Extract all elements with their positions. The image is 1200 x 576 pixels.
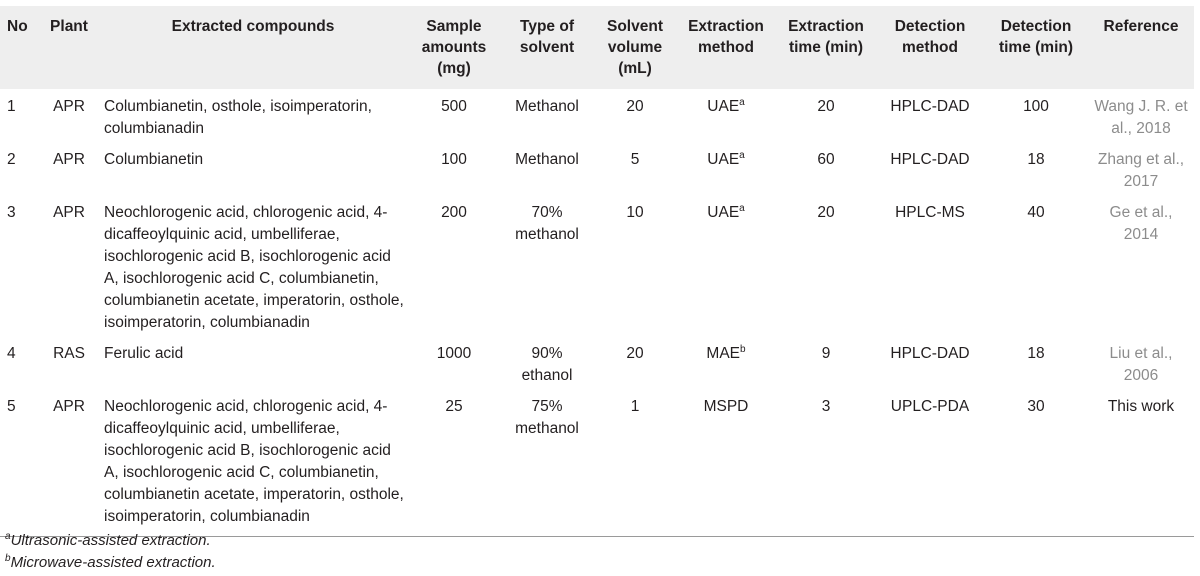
table-row bbox=[0, 197, 1194, 338]
cell-no: 3 bbox=[7, 204, 16, 221]
cell-solvent-type: Methanol bbox=[515, 98, 579, 115]
cell-no: 2 bbox=[7, 151, 16, 168]
cell-extraction-method bbox=[676, 338, 776, 391]
cell-solvent-type: Methanol bbox=[515, 151, 579, 168]
cell-no: 5 bbox=[7, 398, 16, 415]
cell-compounds: Ferulic acid bbox=[104, 345, 184, 362]
footnote-mark: a bbox=[739, 150, 745, 161]
cell-extraction-time: 20 bbox=[817, 204, 835, 221]
cell-detection-method: UPLC-PDA bbox=[890, 398, 970, 415]
cell-no: 1 bbox=[7, 98, 16, 115]
cell-solvent-type: 70% methanol bbox=[515, 204, 579, 243]
cell-sample-amounts: 500 bbox=[441, 98, 467, 115]
table-row bbox=[0, 391, 1194, 537]
cell-plant: APR bbox=[53, 98, 85, 115]
cell-compounds: Neochlorogenic acid, chlorogenic acid, 4-dicaffeoylquinic acid, umbelliferae, isochlorogenic acid B, isochlorogenic acid A, isochlorogenic acid C, columbianetin, columbianetin acetate, imperatorin, osthole, isoimperatorin, columbianadin bbox=[104, 204, 404, 331]
cell-sample-amounts: 200 bbox=[441, 204, 467, 221]
footnote-b bbox=[5, 552, 216, 574]
cell-solvent-volume: 10 bbox=[626, 204, 644, 221]
footnote-mark: a bbox=[739, 203, 745, 214]
footnote-a bbox=[5, 530, 216, 552]
cell-extraction-method bbox=[676, 391, 776, 537]
header-plant: Plant bbox=[50, 18, 88, 35]
cell-reference-link[interactable]: Liu et al., 2006 bbox=[1109, 345, 1173, 384]
cell-extraction-method bbox=[676, 89, 776, 144]
header-no: No bbox=[7, 18, 28, 35]
footnote-mark: a bbox=[739, 97, 745, 108]
cell-reference: This work bbox=[1107, 398, 1175, 415]
footnote-mark: b bbox=[740, 344, 746, 355]
cell-extraction-method bbox=[676, 144, 776, 197]
cell-solvent-type: 75% methanol bbox=[515, 398, 579, 437]
header-detection-method: Detection method bbox=[894, 18, 966, 56]
cell-reference-link[interactable]: Ge et al., 2014 bbox=[1109, 204, 1173, 243]
cell-solvent-type: 90% ethanol bbox=[521, 345, 573, 384]
cell-plant: APR bbox=[53, 398, 85, 415]
cell-detection-method: HPLC-DAD bbox=[890, 98, 970, 115]
cell-extraction-time: 9 bbox=[821, 345, 831, 362]
header-extraction-method: Extraction method bbox=[688, 18, 764, 56]
cell-detection-time: 18 bbox=[1027, 345, 1045, 362]
table-header bbox=[0, 6, 1194, 89]
cell-detection-time: 18 bbox=[1027, 151, 1045, 168]
cell-solvent-volume: 20 bbox=[626, 98, 644, 115]
table-row bbox=[0, 89, 1194, 144]
footnote-b-mark: b bbox=[5, 553, 11, 564]
cell-no: 4 bbox=[7, 345, 16, 362]
header-extraction-time: Extraction time (min) bbox=[788, 18, 864, 56]
cell-compounds: Neochlorogenic acid, chlorogenic acid, 4-dicaffeoylquinic acid, umbelliferae, isochlorogenic acid B, isochlorogenic acid A, isochlorogenic acid C, columbianetin, columbianetin acetate, imperatorin, osthole, isoimperatorin, columbianadin bbox=[104, 398, 404, 525]
footnote-a-mark: a bbox=[5, 531, 11, 542]
cell-detection-time: 30 bbox=[1027, 398, 1045, 415]
cell-plant: RAS bbox=[53, 345, 85, 362]
cell-detection-method: HPLC-DAD bbox=[890, 345, 970, 362]
cell-reference-link[interactable]: Zhang et al., 2017 bbox=[1097, 151, 1185, 190]
table-row bbox=[0, 338, 1194, 391]
cell-detection-method: HPLC-MS bbox=[895, 204, 965, 221]
cell-solvent-volume: 1 bbox=[630, 398, 640, 415]
cell-detection-time: 100 bbox=[1023, 98, 1049, 115]
extraction-method-text: MSPD bbox=[703, 398, 749, 415]
cell-reference-link[interactable]: Wang J. R. et al., 2018 bbox=[1094, 98, 1188, 137]
header-row bbox=[0, 6, 1194, 89]
cell-extraction-time: 60 bbox=[817, 151, 835, 168]
extraction-method-text: UAE bbox=[707, 98, 740, 115]
extraction-method-text: UAE bbox=[707, 151, 740, 168]
cell-detection-time: 40 bbox=[1027, 204, 1045, 221]
table-footnotes bbox=[5, 530, 216, 574]
cell-compounds: Columbianetin bbox=[104, 151, 204, 168]
footnote-a-text: Ultrasonic-assisted extraction. bbox=[10, 532, 211, 549]
table-body bbox=[0, 89, 1194, 537]
cell-sample-amounts: 1000 bbox=[436, 345, 472, 362]
cell-detection-method: HPLC-DAD bbox=[890, 151, 970, 168]
extraction-method-text: MAE bbox=[706, 345, 741, 362]
cell-sample-amounts: 100 bbox=[441, 151, 467, 168]
cell-extraction-time: 20 bbox=[817, 98, 835, 115]
header-compounds: Extracted compounds bbox=[171, 18, 335, 35]
header-detection-time: Detection time (min) bbox=[998, 18, 1074, 56]
header-sample-amounts: Sample amounts (mg) bbox=[421, 18, 487, 77]
cell-compounds: Columbianetin, osthole, isoimperatorin, columbianadin bbox=[104, 98, 372, 137]
extraction-method-text: UAE bbox=[707, 204, 740, 221]
header-solvent-volume: Solvent volume (mL) bbox=[607, 18, 663, 77]
cell-extraction-time: 3 bbox=[821, 398, 831, 415]
cell-plant: APR bbox=[53, 151, 85, 168]
cell-sample-amounts: 25 bbox=[445, 398, 463, 415]
comparison-table bbox=[0, 6, 1194, 537]
header-solvent-type: Type of solvent bbox=[519, 18, 575, 56]
header-reference: Reference bbox=[1103, 18, 1179, 35]
cell-solvent-volume: 20 bbox=[626, 345, 644, 362]
cell-solvent-volume: 5 bbox=[630, 151, 640, 168]
cell-extraction-method bbox=[676, 197, 776, 338]
table-row bbox=[0, 144, 1194, 197]
cell-plant: APR bbox=[53, 204, 85, 221]
footnote-b-text: Microwave-assisted extraction. bbox=[10, 554, 216, 571]
